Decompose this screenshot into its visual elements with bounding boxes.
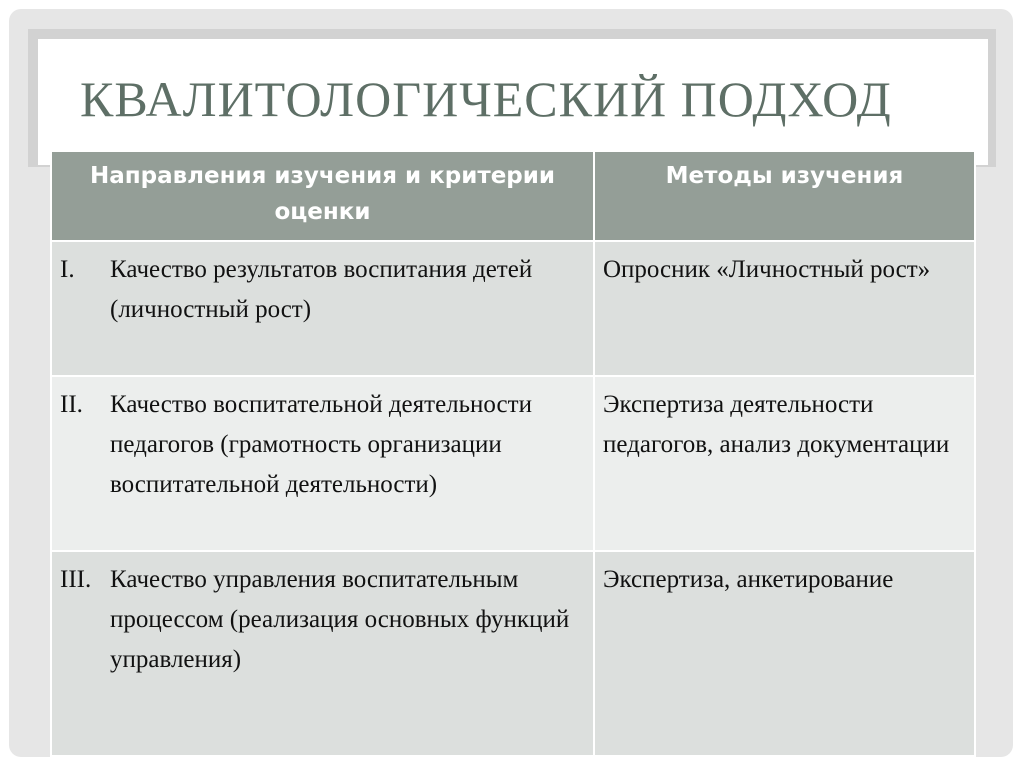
row-number: I. [60, 256, 75, 283]
header-directions: Направления изучения и критерии оценки [51, 151, 594, 241]
row-number: III. [60, 566, 92, 593]
table-row [51, 551, 975, 756]
table-row [51, 241, 975, 376]
direction-text: Качество воспитательной деятельности педагогов (грамотность организации воспитательной деятельности) [110, 391, 532, 498]
table-header-row [51, 151, 975, 241]
direction-cell [51, 241, 594, 376]
header-methods: Методы изучения [594, 151, 975, 241]
direction-cell [51, 376, 594, 551]
direction-cell [51, 551, 594, 756]
direction-text: Качество управления воспитательным процессом (реализация основных функций управления) [110, 566, 570, 673]
table-row [51, 376, 975, 551]
row-number: II. [60, 391, 83, 418]
methods-cell: Опросник «Личностный рост» [594, 241, 975, 376]
criteria-table [50, 150, 976, 757]
direction-text: Качество результатов воспитания детей (личностный рост) [110, 256, 533, 323]
slide-title: КВАЛИТОЛОГИЧЕСКИЙ ПОДХОД [80, 71, 892, 127]
methods-cell: Экспертиза деятельности педагогов, анализ документации [594, 376, 975, 551]
methods-cell: Экспертиза, анкетирование [594, 551, 975, 756]
